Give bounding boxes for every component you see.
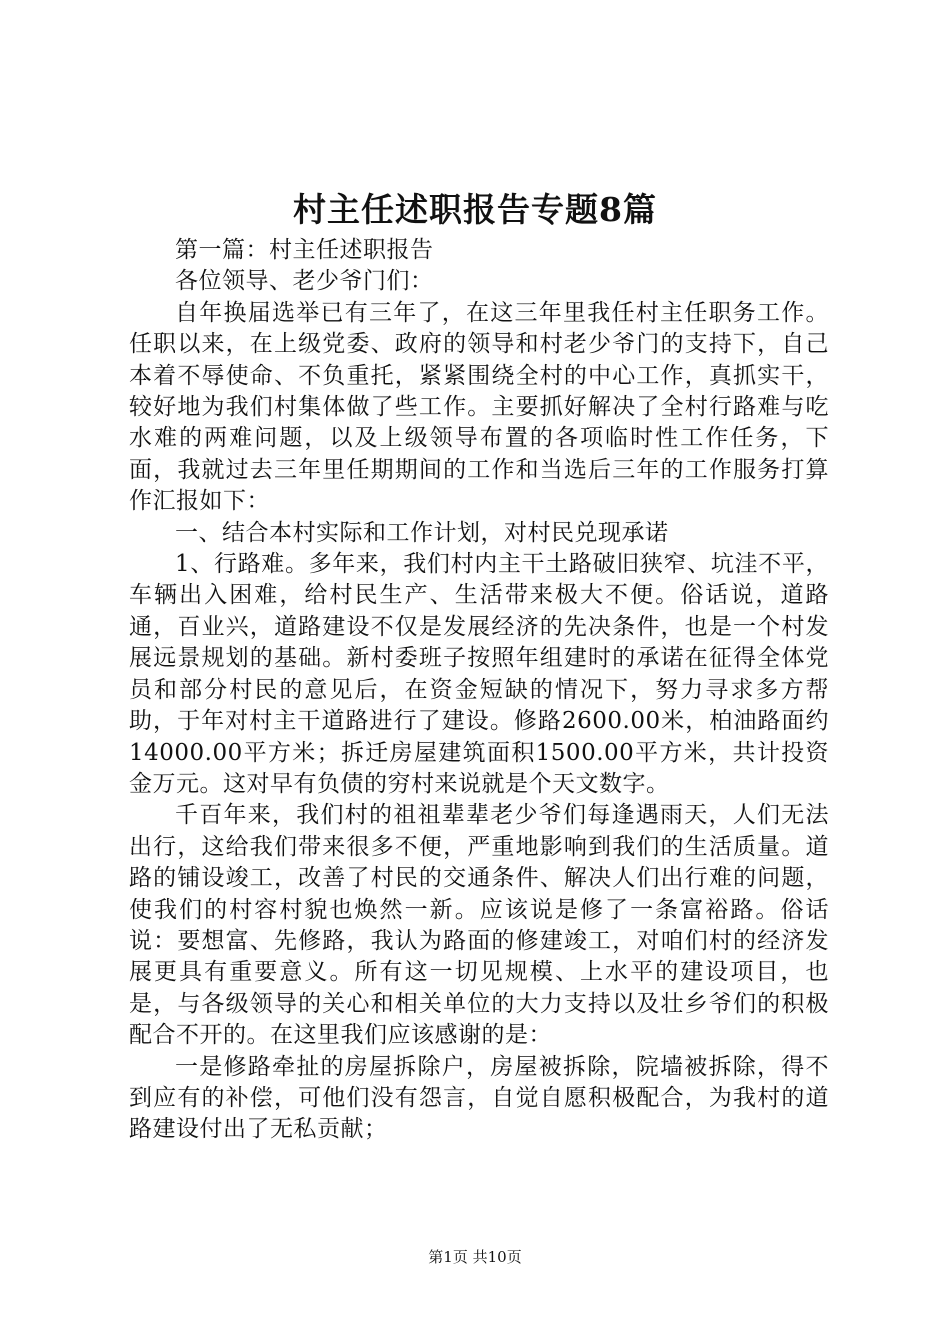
paragraph: 一是修路牵扯的房屋拆除户，房屋被拆除，院墙被拆除，得不到应有的补偿，可他们没有怨言，自觉自愿积极配合，为我村的道路建设付出了无私贡献； [129,1053,829,1143]
document-title: 村主任述职报告专题8篇 [293,190,657,229]
paragraph: 1、行路难。多年来，我们村内主干土路破旧狭窄、坑洼不平，车辆出入困难，给村民生产、生活带来极大不便。俗话说，道路通，百业兴，道路建设不仅是发展经济的先决条件，也是一个村发展远景规划的基础。新村委班子按照年组建时的承诺在征得全体党员和部分村民的意见后，在资金短缺的情况下，努力寻求多方帮助，于年对村主干道路进行了建设。修路2600.00米，柏油路面约14000.00平方米；拆迁房屋建筑面积1500.00平方米，共计投资金万元。这对早有负债的穷村来说就是个天文数字。 [129,551,829,797]
document-body [129,235,829,1146]
paragraph: 自年换届选举已有三年了，在这三年里我任村主任职务工作。任职以来，在上级党委、政府的领导和村老少爷门的支持下，自己本着不辱使命、不负重托，紧紧围绕全村的中心工作，真抓实干，较好地为我们村集体做了些工作。主要抓好解决了全村行路难与吃水难的两难问题，以及上级领导布置的各项临时性工作任务，下面，我就过去三年里任期期间的工作和当选后三年的工作服务打算作汇报如下： [129,299,829,515]
section-heading: 第一篇：村主任述职报告 [175,237,434,263]
page-number: 第1页 共10页 [428,1248,522,1266]
subheading: 一、结合本村实际和工作计划，对村民兑现承诺 [175,519,669,546]
salutation: 各位领导、老少爷门们： [175,268,434,295]
page-footer [0,1247,950,1267]
paragraph: 千百年来，我们村的祖祖辈辈老少爷们每逢遇雨天，人们无法出行，这给我们带来很多不便，严重地影响到我们的生活质量。道路的铺设竣工，改善了村民的交通条件、解决人们出行难的问题，使我们的村容村貌也焕然一新。应该说是修了一条富裕路。俗话说：要想富、先修路，我认为路面的修建竣工，对咱们村的经济发展更具有重要意义。所有这一切见规模、上水平的建设项目，也是，与各级领导的关心和相关单位的大力支持以及壮乡爷们的积极配合不开的。在这里我们应该感谢的是： [129,802,829,1049]
